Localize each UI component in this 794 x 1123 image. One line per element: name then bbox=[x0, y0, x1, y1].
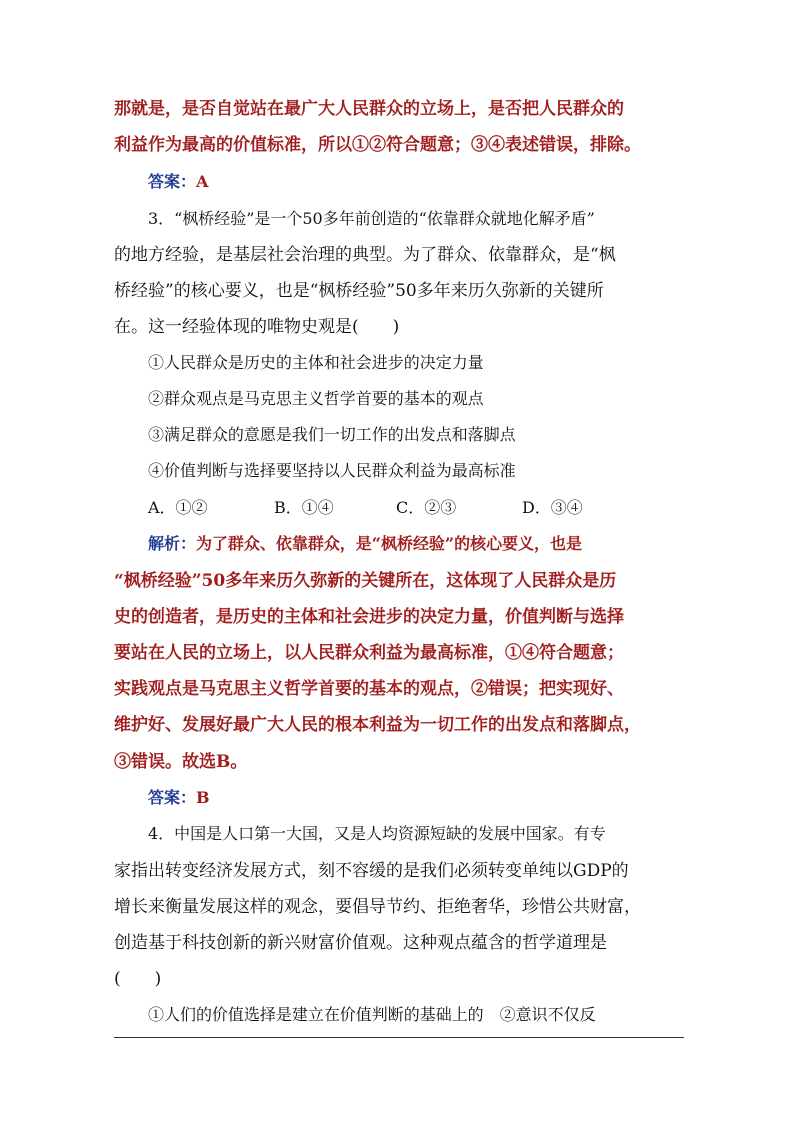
option-b: B．①④ bbox=[274, 498, 334, 517]
q3-analysis-line-5: 实践观点是马克思主义哲学首要的基本的观点，②错误；把实现好、 bbox=[114, 679, 624, 699]
q3-analysis-line-6: 维护好、发展好最广大人民的根本利益为一切工作的出发点和落脚点， bbox=[114, 715, 641, 735]
q3-statement-2: ②群众观点是马克思主义哲学首要的基本的观点 bbox=[148, 389, 484, 408]
answer-label: 答案： bbox=[148, 788, 196, 807]
analysis-text: 为了群众、依靠群众，是“枫桥经验”的核心要义，也是 bbox=[195, 534, 582, 553]
q3-statement-3: ③满足群众的意愿是我们一切工作的出发点和落脚点 bbox=[148, 425, 516, 444]
analysis-label: 解析： bbox=[148, 534, 196, 553]
q3-analysis-line-2: “枫桥经验”50多年来历久弥新的关键所在，这体现了人民群众是历 bbox=[114, 571, 617, 591]
q4-statement-partial: ①人们的价值选择是建立在价值判断的基础上的 ②意识不仅反 bbox=[148, 1005, 596, 1024]
q3-statement-4: ④价值判断与选择要坚持以人民群众利益为最高标准 bbox=[148, 461, 516, 480]
q3-stem-line-3: 桥经验”的核心要义，也是“枫桥经验”50多年来历久弥新的关键所 bbox=[114, 281, 604, 301]
q4-stem-line-3: 增长来衡量发展这样的观念，要倡导节约、拒绝奢华，珍惜公共财富， bbox=[114, 897, 641, 917]
q3-stem-line-1: 3．“枫桥经验”是一个50多年前创造的“依靠群众就地化解矛盾” bbox=[148, 209, 595, 228]
option-a: A．①② bbox=[148, 498, 208, 517]
answer-label: 答案： bbox=[148, 172, 196, 191]
q3-statement-1: ①人民群众是历史的主体和社会进步的决定力量 bbox=[148, 353, 484, 372]
q3-options bbox=[148, 496, 718, 520]
q4-stem-line-5: ( ) bbox=[114, 969, 162, 989]
q3-analysis-line-7: ③错误。故选B。 bbox=[114, 752, 248, 772]
prev-answer bbox=[148, 170, 718, 194]
page-bottom-rule bbox=[114, 1037, 684, 1038]
prev-analysis-line-2: 利益作为最高的价值标准，所以①②符合题意；③④表述错误，排除。 bbox=[114, 135, 641, 155]
q4-stem-line-1: 4．中国是人口第一大国，又是人均资源短缺的发展中国家。有专 bbox=[148, 824, 606, 843]
option-d: D．③④ bbox=[522, 498, 583, 517]
option-c: C．②③ bbox=[396, 498, 457, 517]
q3-answer bbox=[148, 786, 718, 810]
q4-stem-line-4: 创造基于科技创新的新兴财富价值观。这种观点蕴含的哲学道理是 bbox=[114, 933, 607, 953]
q3-analysis-line-4: 要站在人民的立场上，以人民群众利益为最高标准，①④符合题意； bbox=[114, 643, 624, 663]
q3-stem-line-4: 在。这一经验体现的唯物史观是( ) bbox=[114, 317, 400, 337]
prev-analysis-line-1: 那就是，是否自觉站在最广大人民群众的立场上，是否把人民群众的 bbox=[114, 99, 624, 119]
answer-value: B bbox=[195, 788, 210, 807]
q3-analysis-line-3: 史的创造者，是历史的主体和社会进步的决定力量，价值判断与选择 bbox=[114, 607, 624, 627]
q3-analysis-line-1 bbox=[148, 532, 718, 556]
q4-stem-line-2: 家指出转变经济发展方式，刻不容缓的是我们必须转变单纯以GDP的 bbox=[114, 861, 629, 881]
q3-stem-line-2: 的地方经验，是基层社会治理的典型。为了群众、依靠群众，是“枫 bbox=[114, 245, 616, 265]
answer-value: A bbox=[195, 172, 209, 191]
